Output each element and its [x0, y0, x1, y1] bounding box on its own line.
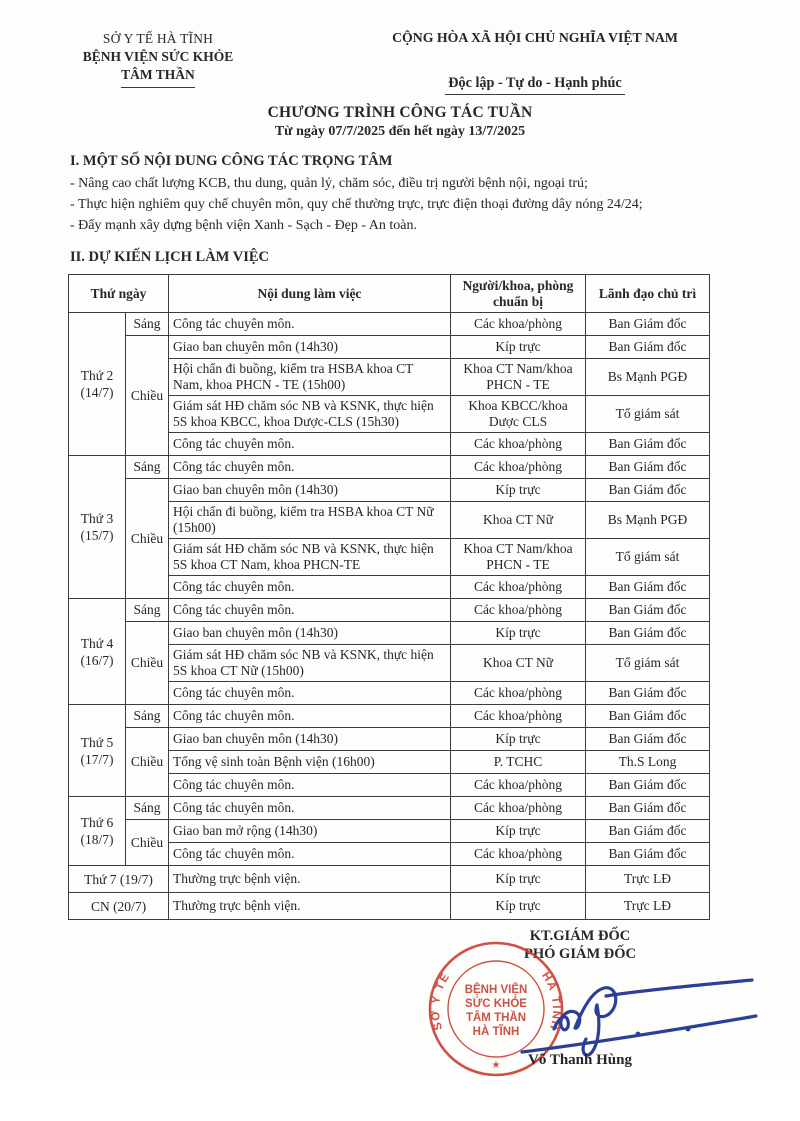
- col-header-content: Nội dung làm việc: [169, 275, 451, 313]
- content-cell: Tổng vệ sinh toàn Bệnh viện (16h00): [169, 751, 451, 774]
- table-row: [69, 479, 710, 502]
- leader-cell: Ban Giám đốc: [586, 622, 710, 645]
- session-cell: Chiều: [126, 479, 169, 599]
- leader-cell: Ban Giám đốc: [586, 599, 710, 622]
- content-cell: Hội chẩn đi buồng, kiểm tra HSBA khoa CT Nam, khoa PHCN - TE (15h00): [169, 359, 451, 396]
- session-cell: Chiều: [126, 820, 169, 866]
- leader-cell: Bs Mạnh PGĐ: [586, 502, 710, 539]
- org-name-line1: BỆNH VIỆN SỨC KHỎE: [82, 49, 234, 64]
- leader-cell: Ban Giám đốc: [586, 479, 710, 502]
- seal-center-line3: TÂM THẦN: [465, 1012, 527, 1024]
- table-header-row: [69, 275, 710, 313]
- document-title: CHƯƠNG TRÌNH CÔNG TÁC TUẦN: [267, 104, 533, 121]
- content-cell: Giao ban chuyên môn (14h30): [169, 336, 451, 359]
- signature-ink: [516, 955, 768, 1067]
- content-cell: Giao ban mở rộng (14h30): [169, 820, 451, 843]
- signature-strokes: [522, 980, 756, 1055]
- content-cell: Thường trực bệnh viện.: [169, 866, 451, 893]
- seal-center-line1: BỆNH VIỆN: [464, 984, 528, 996]
- content-cell: Giám sát HĐ chăm sóc NB và KSNK, thực hiện 5S khoa KBCC, khoa Dược-CLS (15h30): [169, 396, 451, 433]
- day-label-line: CN (20/7): [90, 898, 147, 914]
- seal-ring-text-left: SỞ Y TẾ: [429, 970, 453, 1032]
- seal-ring-text-right: HÀ TĨNH: [539, 970, 563, 1032]
- table-row: [69, 622, 710, 645]
- session-cell: Chiều: [126, 336, 169, 456]
- who-cell: Khoa CT Nam/khoa PHCN - TE: [451, 539, 586, 576]
- signature-dot: [686, 1027, 691, 1032]
- leader-cell: Tổ giám sát: [586, 396, 710, 433]
- content-cell: Công tác chuyên môn.: [169, 456, 451, 479]
- who-cell: Các khoa/phòng: [451, 797, 586, 820]
- table-row: [69, 456, 710, 479]
- schedule-table-header: [69, 275, 710, 313]
- table-row: [69, 336, 710, 359]
- content-cell: Giao ban chuyên môn (14h30): [169, 479, 451, 502]
- day-cell: [69, 893, 169, 920]
- table-row: [69, 313, 710, 336]
- who-cell: Kíp trực: [451, 479, 586, 502]
- leader-cell: Ban Giám đốc: [586, 728, 710, 751]
- day-cell: [69, 705, 126, 797]
- republic-line: CỘNG HÒA XÃ HỘI CHỦ NGHĨA VIỆT NAM: [392, 30, 678, 45]
- content-cell: Công tác chuyên môn.: [169, 433, 451, 456]
- who-cell: Kíp trực: [451, 866, 586, 893]
- leader-cell: Ban Giám đốc: [586, 433, 710, 456]
- signature-dot: [636, 1032, 641, 1037]
- session-cell: Chiều: [126, 622, 169, 705]
- day-cell: [69, 866, 169, 893]
- table-row: [69, 866, 710, 893]
- content-cell: Giám sát HĐ chăm sóc NB và KSNK, thực hiện 5S khoa CT Nam, khoa PHCN-TE: [169, 539, 451, 576]
- content-cell: Giao ban chuyên môn (14h30): [169, 622, 451, 645]
- day-cell: [69, 797, 126, 866]
- table-row: [69, 705, 710, 728]
- org-underline: [121, 87, 195, 88]
- day-label-line: Thứ 7 (19/7): [84, 871, 153, 887]
- table-row: [69, 728, 710, 751]
- who-cell: P. TCHC: [451, 751, 586, 774]
- document-header: [0, 0, 800, 95]
- focus-item: - Thực hiện nghiêm quy chế chuyên môn, quy chế thường trực, trực điện thoại đường dây nóng 24/24;: [70, 197, 643, 212]
- table-row: [69, 599, 710, 622]
- focus-item: - Nâng cao chất lượng KCB, thu dung, quản lý, chăm sóc, điều trị người bệnh nội, ngoại trú;: [70, 176, 588, 191]
- focus-list: [70, 173, 760, 236]
- leader-cell: Ban Giám đốc: [586, 456, 710, 479]
- who-cell: Khoa KBCC/khoa Dược CLS: [451, 396, 586, 433]
- national-header-block: [316, 30, 800, 95]
- who-cell: Các khoa/phòng: [451, 843, 586, 866]
- content-cell: Công tác chuyên môn.: [169, 797, 451, 820]
- leader-cell: Ban Giám đốc: [586, 797, 710, 820]
- section1-heading: I. MỘT SỐ NỘI DUNG CÔNG TÁC TRỌNG TÂM: [70, 153, 393, 169]
- who-cell: Kíp trực: [451, 893, 586, 920]
- content-cell: Giám sát HĐ chăm sóc NB và KSNK, thực hiện 5S khoa CT Nữ (15h00): [169, 645, 451, 682]
- col-header-leader: Lãnh đạo chủ trì: [586, 275, 710, 313]
- issuing-org-block: [0, 30, 316, 95]
- who-cell: Các khoa/phòng: [451, 599, 586, 622]
- day-cell: [69, 599, 126, 705]
- session-cell: Sáng: [126, 456, 169, 479]
- who-cell: Các khoa/phòng: [451, 313, 586, 336]
- org-department: SỞ Y TẾ HÀ TĨNH: [102, 31, 214, 46]
- seal-center-line2: SỨC KHỎE: [465, 998, 527, 1010]
- document-date-range: Từ ngày 07/7/2025 đến hết ngày 13/7/2025: [274, 124, 526, 139]
- session-cell: Sáng: [126, 797, 169, 820]
- table-row: [69, 797, 710, 820]
- content-cell: Công tác chuyên môn.: [169, 599, 451, 622]
- who-cell: Các khoa/phòng: [451, 433, 586, 456]
- content-cell: Công tác chuyên môn.: [169, 313, 451, 336]
- leader-cell: Tổ giám sát: [586, 539, 710, 576]
- day-label-line: (18/7): [80, 832, 114, 847]
- leader-cell: Ban Giám đốc: [586, 774, 710, 797]
- content-cell: Giao ban chuyên môn (14h30): [169, 728, 451, 751]
- session-cell: Sáng: [126, 313, 169, 336]
- session-cell: Sáng: [126, 599, 169, 622]
- content-cell: Thường trực bệnh viện.: [169, 893, 451, 920]
- who-cell: Các khoa/phòng: [451, 456, 586, 479]
- table-row: [69, 893, 710, 920]
- day-label-line: Thứ 3: [80, 511, 114, 526]
- who-cell: Khoa CT Nam/khoa PHCN - TE: [451, 359, 586, 396]
- content-cell: Công tác chuyên môn.: [169, 682, 451, 705]
- day-label-line: (14/7): [80, 385, 114, 400]
- day-label-line: Thứ 4: [80, 635, 114, 651]
- schedule-table: [68, 274, 710, 920]
- day-label-line: (15/7): [80, 528, 114, 543]
- motto-line: Độc lập - Tự do - Hạnh phúc: [445, 75, 624, 95]
- leader-cell: Ban Giám đốc: [586, 705, 710, 728]
- day-cell: [69, 313, 126, 456]
- col-header-day: Thứ ngày: [69, 275, 169, 313]
- who-cell: Các khoa/phòng: [451, 705, 586, 728]
- session-cell: Chiều: [126, 728, 169, 797]
- signer-position-line1: KT.GIÁM ĐỐC: [529, 928, 631, 944]
- content-cell: Công tác chuyên môn.: [169, 843, 451, 866]
- leader-cell: Trực LĐ: [586, 866, 710, 893]
- leader-cell: Ban Giám đốc: [586, 576, 710, 599]
- col-header-who: Người/khoa, phòng chuẩn bị: [451, 275, 586, 313]
- day-cell: [69, 456, 126, 599]
- signature-block: [0, 925, 800, 1121]
- leader-cell: Ban Giám đốc: [586, 843, 710, 866]
- leader-cell: Bs Mạnh PGĐ: [586, 359, 710, 396]
- leader-cell: Ban Giám đốc: [586, 682, 710, 705]
- day-label-line: Thứ 2: [80, 368, 114, 383]
- focus-item: - Đẩy mạnh xây dựng bệnh viện Xanh - Sạch - Đẹp - An toàn.: [70, 218, 417, 233]
- seal-star: ★: [491, 1060, 501, 1071]
- who-cell: Các khoa/phòng: [451, 682, 586, 705]
- leader-cell: Ban Giám đốc: [586, 820, 710, 843]
- content-cell: Công tác chuyên môn.: [169, 705, 451, 728]
- leader-cell: Ban Giám đốc: [586, 313, 710, 336]
- leader-cell: Ban Giám đốc: [586, 336, 710, 359]
- table-row: [69, 820, 710, 843]
- signer-name: Võ Thanh Hùng: [528, 1052, 632, 1068]
- leader-cell: Th.S Long: [586, 751, 710, 774]
- day-label-line: Thứ 5: [80, 734, 114, 750]
- who-cell: Khoa CT Nữ: [451, 502, 586, 539]
- who-cell: Kíp trực: [451, 336, 586, 359]
- who-cell: Kíp trực: [451, 728, 586, 751]
- schedule-table-body: [69, 313, 710, 920]
- day-label-line: Thứ 6: [80, 815, 114, 830]
- day-label-line: (17/7): [80, 751, 114, 767]
- who-cell: Khoa CT Nữ: [451, 645, 586, 682]
- who-cell: Kíp trực: [451, 820, 586, 843]
- who-cell: Các khoa/phòng: [451, 576, 586, 599]
- who-cell: Các khoa/phòng: [451, 774, 586, 797]
- leader-cell: Tổ giám sát: [586, 645, 710, 682]
- leader-cell: Trực LĐ: [586, 893, 710, 920]
- content-cell: Công tác chuyên môn.: [169, 576, 451, 599]
- seal-center-line4: HÀ TĨNH: [472, 1026, 520, 1038]
- session-cell: Sáng: [126, 705, 169, 728]
- content-cell: Hội chẩn đi buồng, kiểm tra HSBA khoa CT Nữ (15h00): [169, 502, 451, 539]
- section2-heading: II. DỰ KIẾN LỊCH LÀM VIỆC: [70, 249, 269, 265]
- org-name-line2: TÂM THẦN: [121, 67, 195, 82]
- day-label-line: (16/7): [80, 652, 114, 668]
- signer-position-line2: PHÓ GIÁM ĐỐC: [524, 946, 636, 962]
- who-cell: Kíp trực: [451, 622, 586, 645]
- content-cell: Công tác chuyên môn.: [169, 774, 451, 797]
